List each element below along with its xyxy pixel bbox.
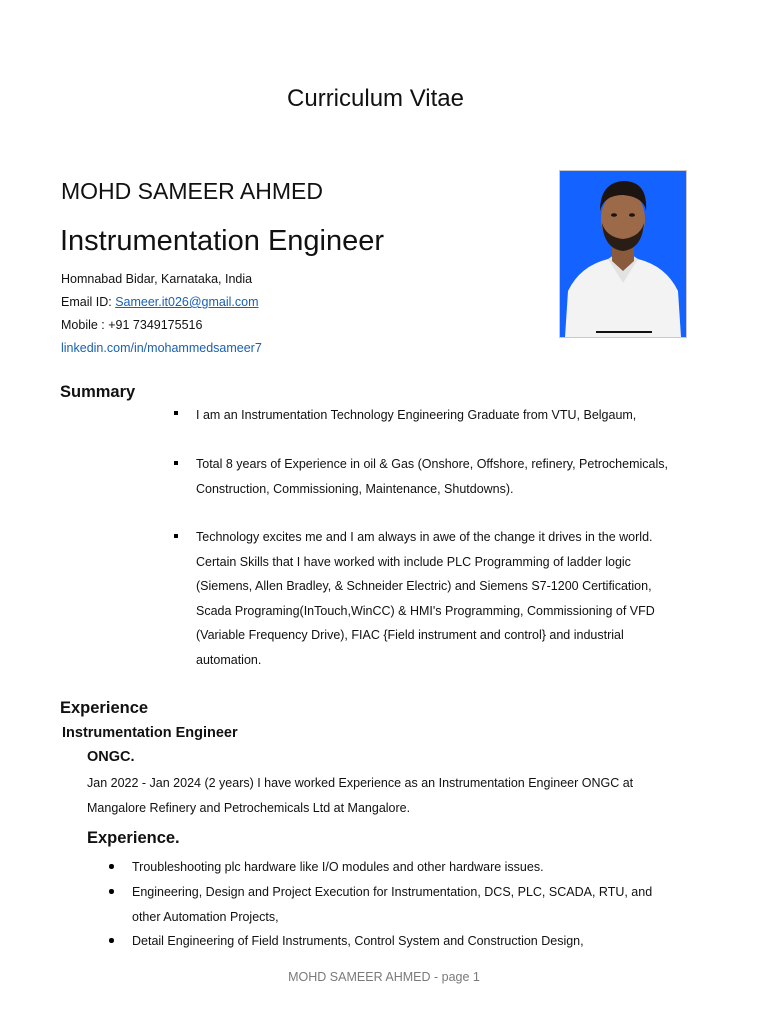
experience-item: Troubleshooting plc hardware like I/O modules and other hardware issues.: [132, 860, 544, 874]
email-line: [61, 295, 259, 309]
summary-bullet: [174, 411, 178, 415]
address: Homnabad Bidar, Karnataka, India: [61, 272, 253, 286]
experience-bullet: [109, 938, 114, 943]
job-description: Jan 2022 - Jan 2024 (2 years) I have worked Experience as an Instrumentation Engineer ONGC at Mangalore Refinery and Petrochemicals Ltd at Mangalore.: [87, 776, 634, 815]
experience-heading: Experience: [60, 699, 149, 717]
linkedin-link[interactable]: linkedin.com/in/mohammedsameer7: [61, 341, 262, 355]
profile-photo-illustration: [560, 171, 686, 337]
summary-bullet: [174, 534, 178, 538]
profile-photo: [559, 170, 687, 338]
candidate-role: Instrumentation Engineer: [60, 225, 385, 257]
document-title: Curriculum Vitae: [287, 85, 464, 112]
summary-bullet: [174, 461, 178, 465]
job-title: Instrumentation Engineer: [62, 725, 238, 741]
summary-item: Technology excites me and I am always in awe of the change it drives in the world. Certain Skills that I have worked with include PLC Programming of ladder logic (Siemens, Allen Bradley, & Schneider Electric) and Siemens S7-1200 Certification, Scada Programing(InTouch,WinCC) & HMI's Programming, Commissioning of VFD (Variable Frequency Drive), FIAC {Field instrument and control} and industrial automation.: [196, 530, 655, 667]
candidate-name: MOHD SAMEER AHMED: [61, 178, 323, 204]
experience-item: Detail Engineering of Field Instruments, Control System and Construction Design,: [132, 934, 584, 948]
experience-bullet: [109, 889, 114, 894]
experience-subheading: Experience.: [87, 829, 180, 847]
experience-bullet: [109, 864, 114, 869]
summary-heading: Summary: [60, 383, 136, 401]
summary-item: I am an Instrumentation Technology Engineering Graduate from VTU, Belgaum,: [196, 408, 637, 422]
mobile: Mobile : +91 7349175516: [61, 318, 203, 332]
email-link[interactable]: Sameer.it026@gmail.com: [115, 295, 259, 309]
summary-item: Total 8 years of Experience in oil & Gas (Onshore, Offshore, refinery, Petrochemicals, Construction, Commissioning, Maintenance, Shutdowns).: [196, 457, 668, 496]
company-name: ONGC.: [87, 749, 135, 765]
page-footer: MOHD SAMEER AHMED - page 1: [288, 970, 480, 984]
email-label: Email ID:: [61, 295, 116, 309]
experience-item: Engineering, Design and Project Execution for Instrumentation, DCS, PLC, SCADA, RTU, and other Automation Projects,: [132, 885, 653, 924]
